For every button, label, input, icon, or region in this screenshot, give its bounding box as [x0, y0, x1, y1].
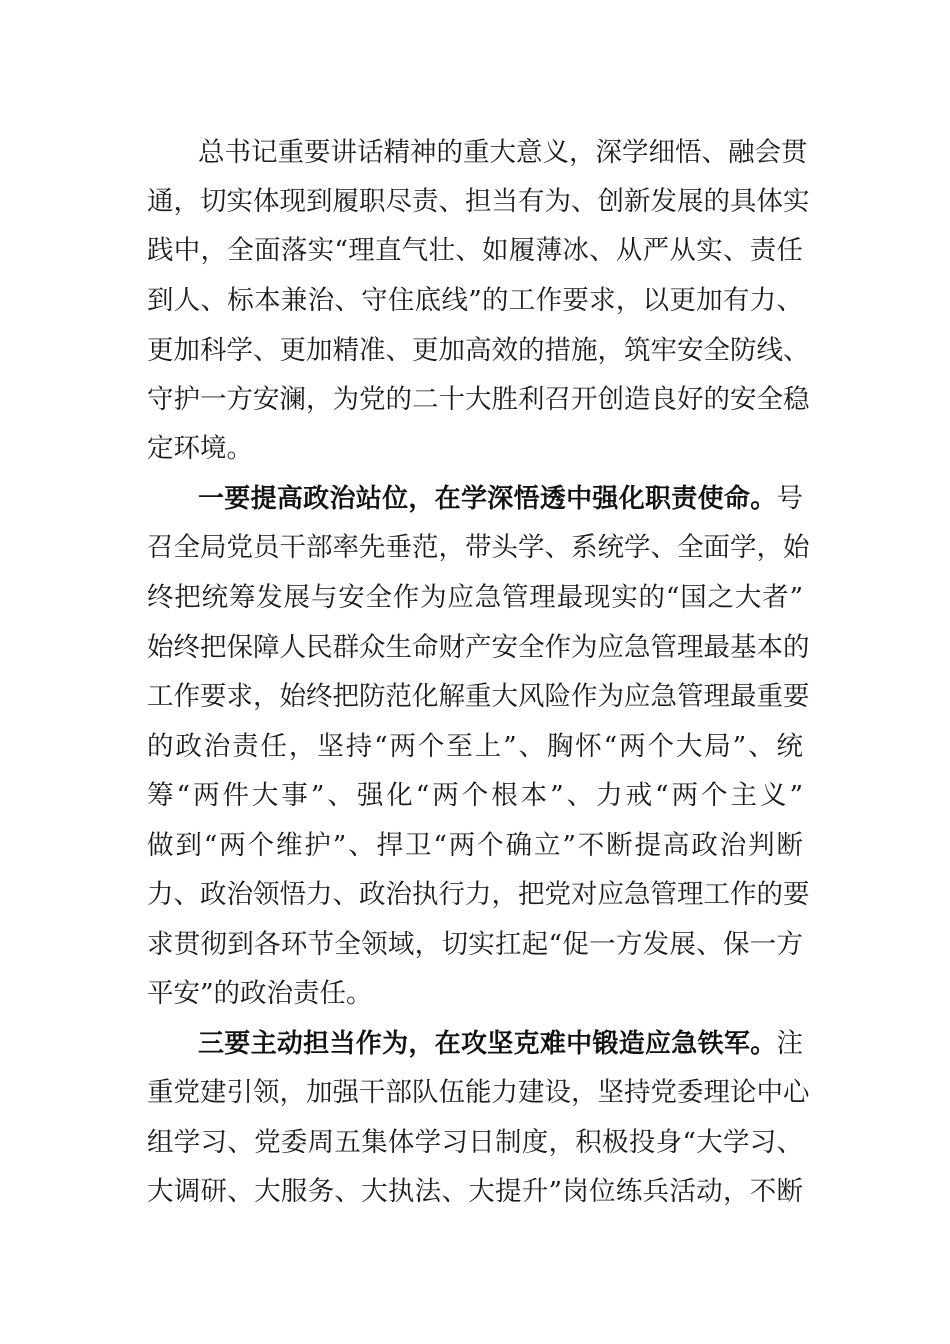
body-text-line: 的政治责任，坚持“两个至上”、胸怀“两个大局”、统 — [147, 731, 803, 762]
section-heading: 一要提高政治站位，在学深悟透中强化职责使命。 — [198, 484, 777, 514]
body-text-line: 总书记重要讲话精神的重大意义，深学细悟、融会贯 — [198, 137, 808, 168]
body-text-line: 工作要求，始终把防范化解重大风险作为应急管理最重要 — [147, 681, 810, 712]
body-text-line: 平安”的政治责任。 — [147, 978, 373, 1009]
body-text-line: 定环境。 — [147, 433, 253, 464]
body-text-line: 到人、标本兼治、守住底线”的工作要求，以更加有力、 — [147, 285, 803, 316]
body-text-line: 重党建引领，加强干部队伍能力建设，坚持党委理论中心 — [147, 1077, 810, 1108]
body-text-line: 筹“两件大事”、强化“两个根本”、力戒“两个主义” — [147, 780, 803, 811]
body-text-line: 召全局党员干部率先垂范，带头学、系统学、全面学，始 — [147, 532, 810, 563]
body-text-line: 组学习、党委周五集体学习日制度，积极投身“大学习、 — [147, 1127, 803, 1158]
body-text-line: 守护一方安澜，为党的二十大胜利召开创造良好的安全稳 — [147, 384, 810, 415]
body-text-line: 求贯彻到各环节全领域，切实扛起“促一方发展、保一方 — [147, 929, 803, 960]
heading-line — [198, 1026, 803, 1062]
body-text-line: 做到“两个维护”、捍卫“两个确立”不断提高政治判断 — [147, 830, 803, 861]
body-text-line: 大调研、大服务、大执法、大提升”岗位练兵活动，不断 — [147, 1176, 803, 1207]
heading-line — [198, 481, 803, 517]
section-heading: 三要主动担当作为，在攻坚克难中锻造应急铁军。 — [198, 1029, 777, 1059]
body-text-line: 终把统筹发展与安全作为应急管理最现实的“国之大者” — [147, 582, 803, 613]
body-text-line: 始终把保障人民群众生命财产安全作为应急管理最基本的 — [147, 632, 810, 663]
body-text-fragment: 号 — [776, 483, 803, 514]
body-text-line: 通，切实体现到履职尽责、担当有为、创新发展的具体实 — [147, 186, 810, 217]
body-text-line: 更加科学、更加精准、更加高效的措施，筑牢安全防线、 — [147, 335, 810, 366]
body-text-line: 践中，全面落实“理直气壮、如履薄冰、从严从实、责任 — [147, 235, 803, 266]
body-text-line: 力、政治领悟力、政治执行力，把党对应急管理工作的要 — [147, 879, 810, 910]
body-text-fragment: 注 — [776, 1028, 803, 1059]
